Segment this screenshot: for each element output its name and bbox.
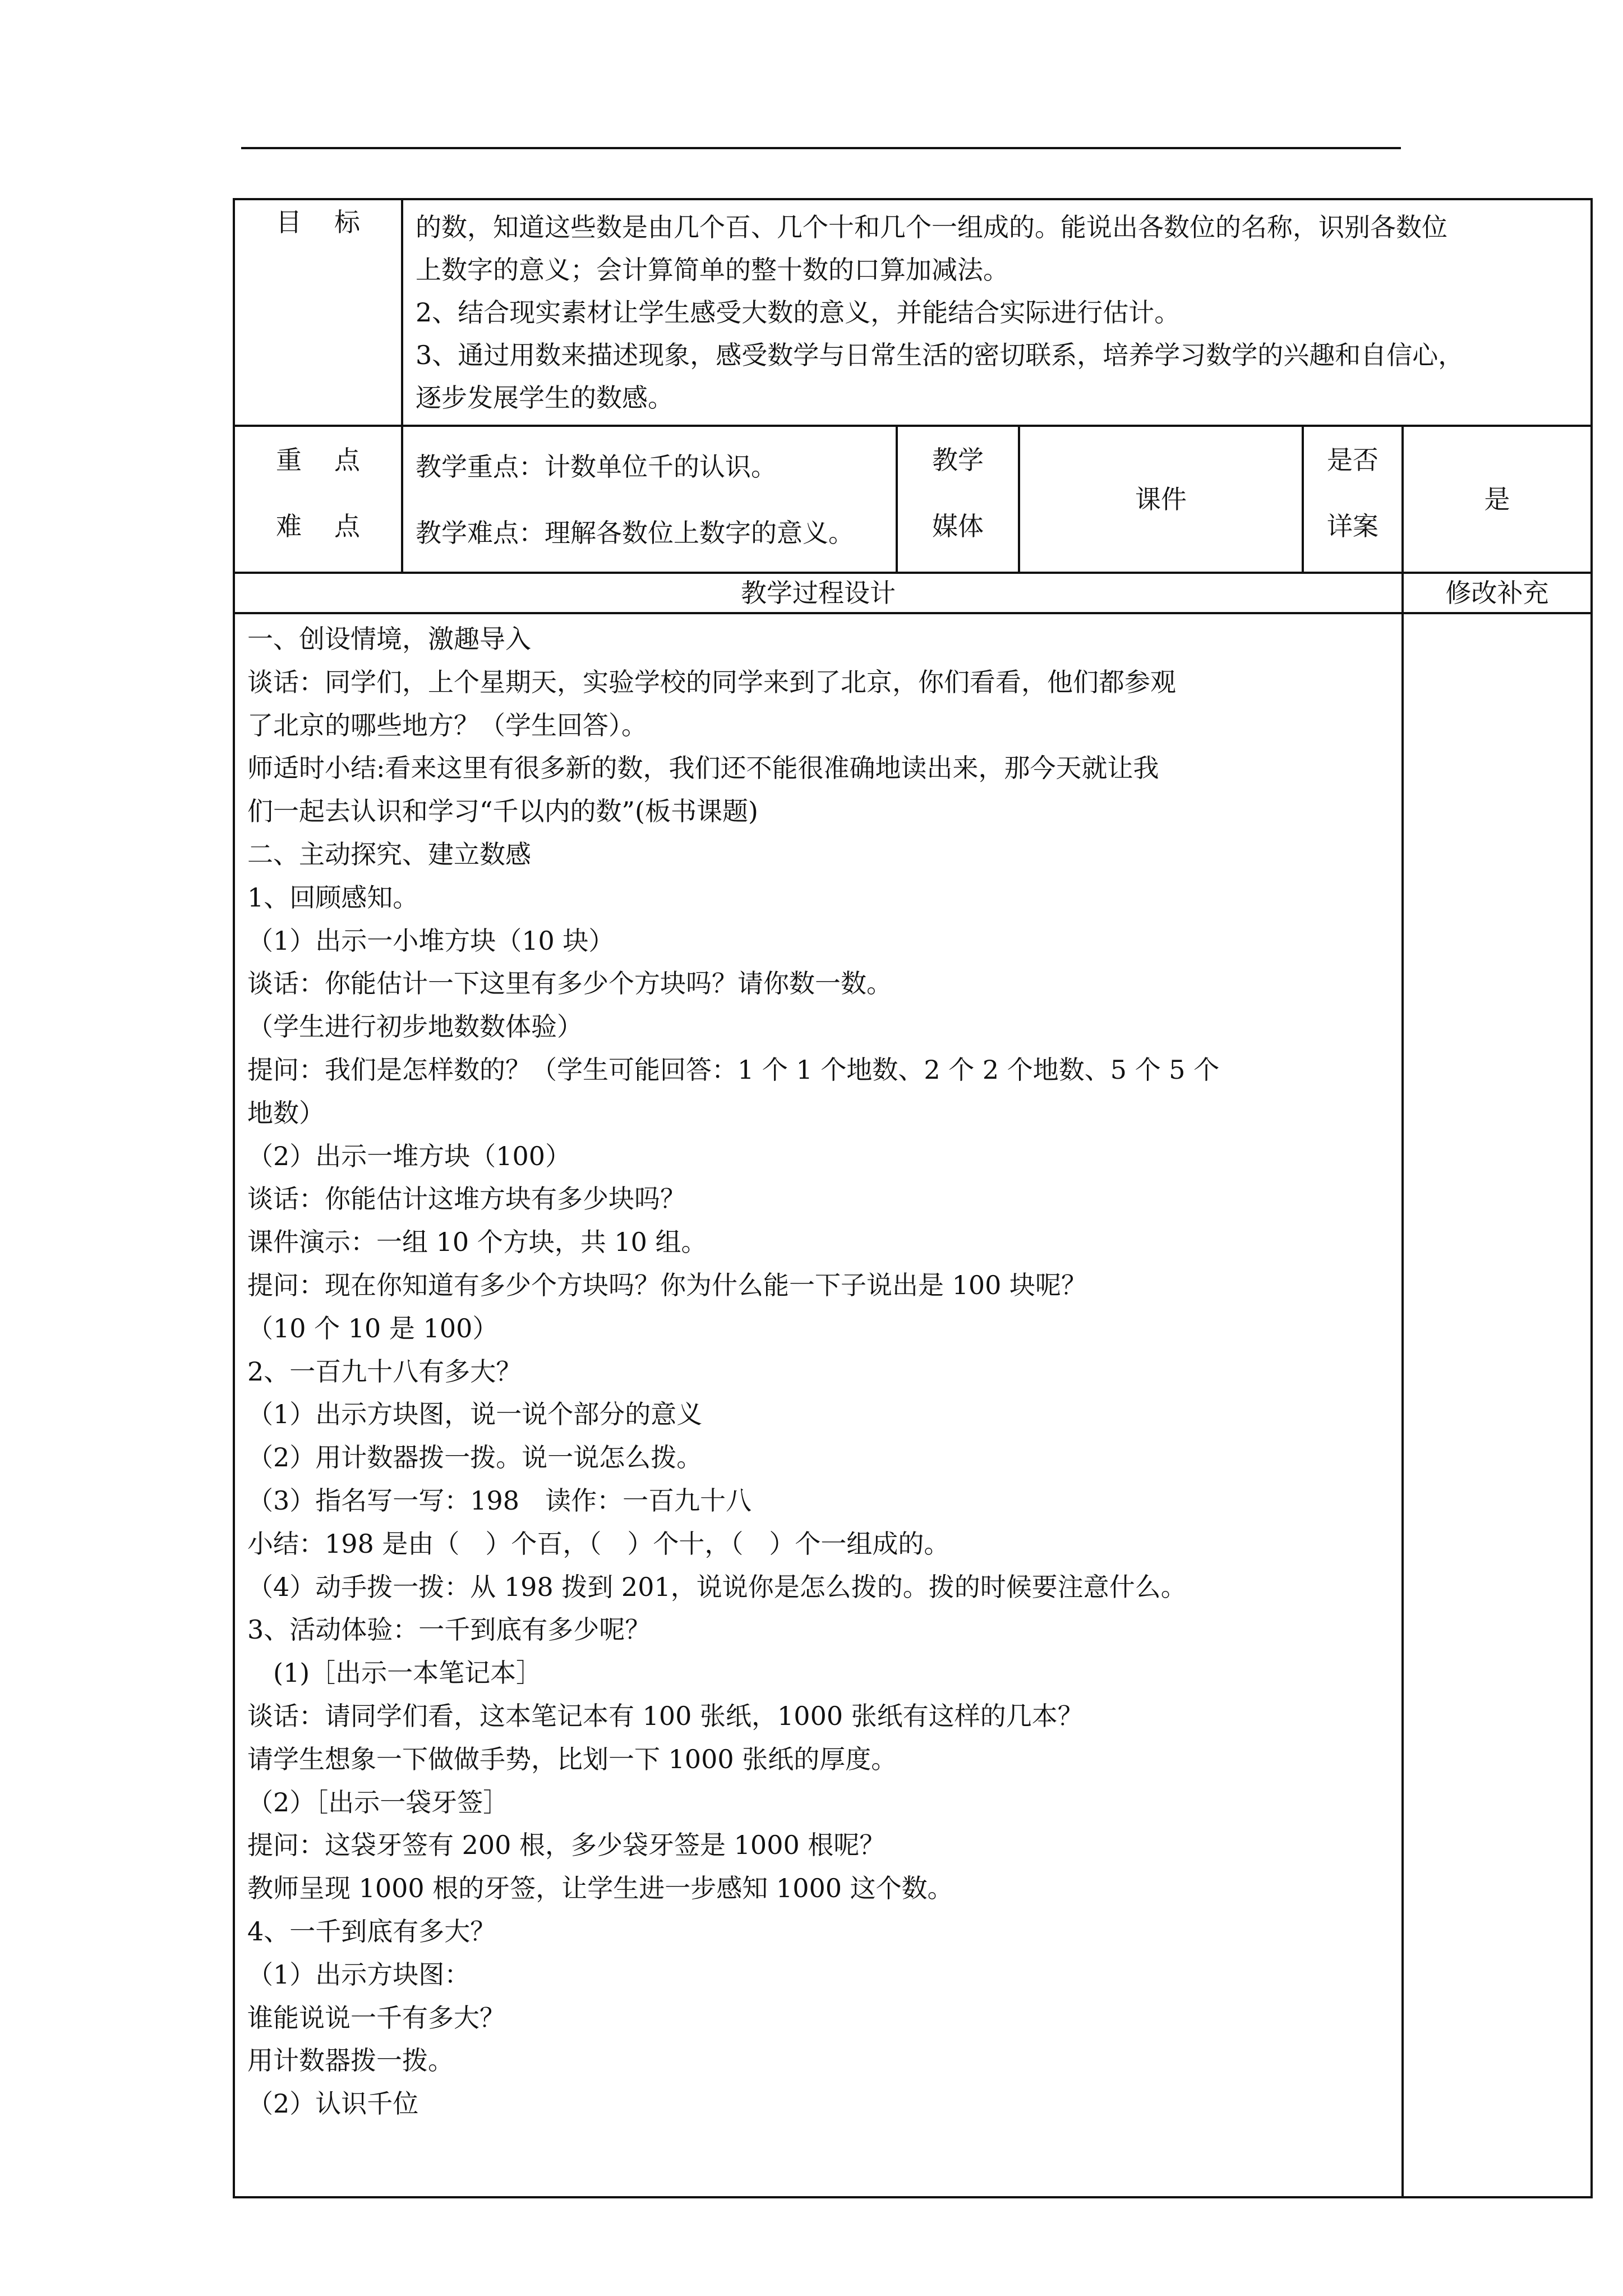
goals-text xyxy=(403,200,1590,425)
process-line: 4、一千到底有多大？ xyxy=(247,1916,496,1947)
focus-label: 重点 xyxy=(276,445,393,475)
goals-row xyxy=(234,199,1592,426)
goals-line: 的数，知道这些数是由几个百、几个十和几个一组成的。能说出各数位的名称，识别各数位 xyxy=(416,212,1447,242)
process-line: 用计数器拨一拨。 xyxy=(247,2045,454,2076)
detail-label-cell xyxy=(1303,426,1403,573)
process-line: （1）出示方块图： xyxy=(247,1959,471,1990)
goals-content-cell xyxy=(402,199,1592,426)
process-line: （2）出示一堆方块（100） xyxy=(247,1140,571,1171)
process-content-cell xyxy=(234,613,1403,2197)
process-line: （学生进行初步地数数体验） xyxy=(247,1011,583,1042)
process-line: （2）认识千位 xyxy=(247,2088,419,2119)
process-text xyxy=(235,614,1401,2131)
detail-label-bottom: 详案 xyxy=(1327,511,1378,541)
goals-line: 2、结合现实素材让学生感受大数的意义，并能结合实际进行估计。 xyxy=(416,297,1181,328)
goals-label: 目标 xyxy=(276,207,393,237)
process-line: 二、主动探究、建立数感 xyxy=(247,839,531,869)
process-line: 教师呈现 1000 根的牙签，让学生进一步感知 1000 这个数。 xyxy=(247,1873,953,1904)
process-line: 请学生想象一下做做手势，比划一下 1000 张纸的厚度。 xyxy=(247,1743,897,1774)
teaching-focus: 教学重点：计数单位千的认识。 xyxy=(416,452,777,482)
media-label-cell xyxy=(897,426,1019,573)
process-line: （3）指名写一写：198 读作：一百九十八 xyxy=(247,1485,752,1516)
process-line: 提问：这袋牙签有 200 根，多少袋牙签是 1000 根呢？ xyxy=(247,1830,886,1861)
process-line: 谁能说说一千有多大？ xyxy=(247,2002,505,2033)
process-line: 小结：198 是由（ ）个百，（ ）个十，（ ）个一组成的。 xyxy=(247,1528,950,1559)
process-header-row xyxy=(234,573,1592,613)
process-line: （2）［出示一袋牙签］ xyxy=(247,1787,509,1818)
process-line: 谈话：你能估计这堆方块有多少块吗？ xyxy=(247,1184,686,1214)
key-points-content-cell xyxy=(402,426,897,573)
notes-header: 修改补充 xyxy=(1403,573,1592,613)
process-line: 提问：现在你知道有多少个方块吗？你为什么能一下子说出是 100 块呢？ xyxy=(247,1269,1087,1300)
process-line: (1)［出示一本笔记本］ xyxy=(247,1658,542,1688)
process-line: 3、活动体验：一千到底有多少呢？ xyxy=(247,1614,651,1645)
media-label-top: 教学 xyxy=(932,445,984,475)
detail-label-top: 是否 xyxy=(1327,445,1378,475)
process-body-row xyxy=(234,613,1592,2197)
process-line: （1）出示一小堆方块（10 块） xyxy=(247,925,615,956)
process-line: 一、创设情境，激趣导入 xyxy=(247,624,531,654)
teaching-difficulty: 教学难点：理解各数位上数字的意义。 xyxy=(416,518,854,548)
difficulty-label: 难点 xyxy=(276,511,393,541)
process-line: 谈话：同学们，上个星期天，实验学校的同学来到了北京，你们看看，他们都参观 xyxy=(247,666,1176,697)
process-line: 谈话：请同学们看，这本笔记本有 100 张纸，1000 张纸有这样的几本？ xyxy=(247,1700,1083,1731)
goals-line: 3、通过用数来描述现象，感受数学与日常生活的密切联系，培养学习数学的兴趣和自信心， xyxy=(416,340,1464,370)
goals-line: 上数字的意义；会计算简单的整十数的口算加减法。 xyxy=(416,255,1009,285)
process-line: 们一起去认识和学习“千以内的数”(板书课题) xyxy=(247,796,758,827)
header-rule xyxy=(241,147,1401,149)
media-label-bottom: 媒体 xyxy=(932,511,984,541)
process-line: 课件演示：一组 10 个方块，共 10 组。 xyxy=(247,1227,707,1258)
key-points-label-cell xyxy=(234,426,402,573)
process-line: （1）出示方块图，说一说个部分的意义 xyxy=(247,1399,703,1430)
process-line: 地数） xyxy=(247,1097,325,1128)
lesson-plan-table xyxy=(233,198,1593,2198)
detail-value: 是 xyxy=(1484,484,1510,514)
process-line: （2）用计数器拨一拨。说一说怎么拨。 xyxy=(247,1442,703,1473)
process-header: 教学过程设计 xyxy=(234,573,1403,613)
process-line: （10 个 10 是 100） xyxy=(247,1313,499,1343)
process-line: 了北京的哪些地方？（学生回答）。 xyxy=(247,710,647,740)
goals-label-cell xyxy=(234,199,402,426)
media-value-cell xyxy=(1019,426,1303,573)
goals-line: 逐步发展学生的数感。 xyxy=(416,383,674,413)
process-line: （4）动手拨一拨：从 198 拨到 201，说说你是怎么拨的。拨的时候要注意什么。 xyxy=(247,1571,1187,1602)
key-points-row xyxy=(234,426,1592,573)
media-value: 课件 xyxy=(1135,484,1187,514)
process-line: 提问：我们是怎样数的？（学生可能回答：1 个 1 个地数、2 个 2 个地数、5 个 5 个 xyxy=(247,1054,1220,1085)
notes-content-cell xyxy=(1403,613,1592,2197)
process-line: 谈话：你能估计一下这里有多少个方块吗？请你数一数。 xyxy=(247,968,892,999)
process-line: 师适时小结:看来这里有很多新的数，我们还不能很准确地读出来，那今天就让我 xyxy=(247,753,1159,784)
process-line: 1、回顾感知。 xyxy=(247,882,419,913)
detail-value-cell xyxy=(1403,426,1592,573)
process-line: 2、一百九十八有多大？ xyxy=(247,1356,522,1387)
